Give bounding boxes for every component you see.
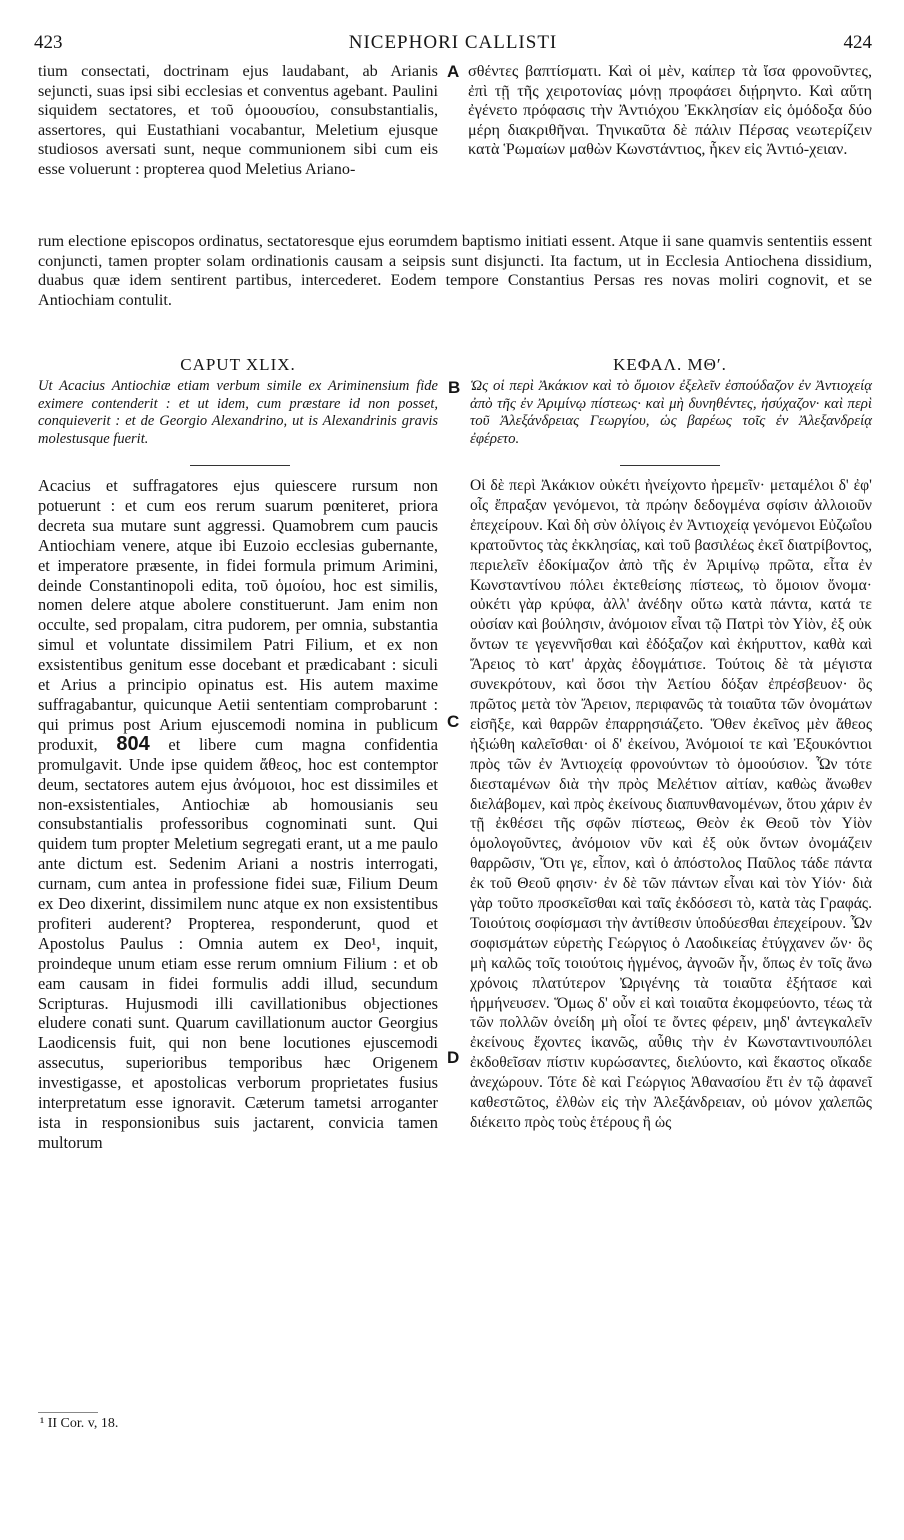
margin-letter-d: D [447,1048,460,1067]
footnote-rule [38,1412,98,1413]
summary-divider-left [190,465,290,466]
margin-letter-c: C [447,712,460,731]
page-number-right: 424 [843,32,872,53]
greek-body-column: Οἱ δὲ περὶ Ἀκάκιον οὐκέτι ἠνείχοντο ἠρεμεῖν· μεταμέλοι δ' ἐφ' οἷς ἔπραξαν γενόμενοι, τὰ πρώην δεδογμένα σφίσιν ἀλλοιοῦν ἐπεχείρουν. Καὶ δὴ σὺν ὀλίγοις ἐν Ἀντιοχείᾳ γενόμενοι Εὐζωΐου κρατοῦντος τὰς ἐκκλησίας, καὶ τοῦ βασιλέως ἐκεῖ διατρίβοντος, περιελεῖν ἐδοκίμαζον ἀπὸ τῆς ἐν Ἀριμίνῳ πρῶτα, εἶτα ἐν Κωνσταντίνου πόλει ἐκτεθείσης πίστεως, τὸ ὅμοιον ὄνομα· οὐκέτι γὰρ κρύφα, ἀλλ' ἀνέδην οὕτω κατὰ πάντα, κατά τε οὐσίαν καὶ βούλησιν, ἀνόμοιον εἶναι τῷ Πατρὶ τὸν Υἱὸν, ἐξ οὐκ ὄντων τε γεγεννῆσθαι καὶ ἐδόξαζον καὶ ἐκήρυττον, καθὰ καὶ Ἄρειος τὸ κατ' ἀρχὰς ἐδογμάτισε. Τούτοις δὲ τὰ μέγιστα συνεκρότουν, καὶ ὅσοι τὴν Ἀετίου δόξαν ἐπρέσβευον· ὃς πρῶτος μετὰ τὸν Ἄρειον, περιφανῶς τὰ τοιαῦτα τῶν ὀνομάτων εἰσῆξε, καὶ θαρρῶν ἐπαρρησιάζετο. Ὅθεν ἐκεῖνος μὲν ἄθεος ἠξιώθη καλεῖσθαι· οἱ δ' ἐκείνου, Ἀνόμοιοί τε καὶ Ἐξουκόντιοι πρὸς τῶν ἐν Ἀντιοχείᾳ φρονούντων τὸ ὁμοούσιον. Ὧν τότε διεσταμένων διὰ τὴν πρὸς Μελέτιον αἰτίαν, καθὼς ἄνωθεν διελάβομεν, καὶ πρὸς ἐκείνους διαπυνθανομένων, ὅτου χάριν ἐν τῇ ἐκθέσει τῆς σφῶν πίστεως, Θεὸν ἐκ Θεοῦ τὸν Υἱὸν ὁμολογοῦντες, ἀνόμοιον νῦν καὶ ἐξ οὐκ ὄντων ὀνομάζειν θαρρῶσιν, Ὅτι γε, εἶπον, καὶ ὁ ἀπόστολος Παῦλος τάδε πάντα ἐκ τοῦ Θεοῦ φησιν· ἐν δὲ τῶν πάντων εἶναι καὶ τὸν Υἱόν· διὰ γὰρ τοῦτο προσκεῖσθαι καὶ ταῖς ἐκδόσεσι τὸ, κατὰ τὰς Γραφάς. Τοιούτοις σοφίσμασι τὴν ἀντίθεσιν ὑποδύεσθαι ἐπεχείρουν. Ὧν σοφισμάτων εὑρετὴς Γεώργιος ὁ Λαοδικείας ἐτύγχανεν ὤν· ὃς μὴ καλῶς τοῖς τοιούτοις ἡγμένος, ἀγνοῶν ἦν, ὅπως ἐν τοῖς ἄνω χρόνοις πλατύτερον Ὠριγένης τὰ τοιαῦτα ἐξήτασε καὶ ἡρμήνευσεν. Ὅμως δ' οὖν εἰ καὶ τοιαῦτα ἐκομφεύοντο, τέως τὰ τῶν πολλῶν ὀνείδη μὴ οἷοί τε ὄντες φέρειν, μηδ' ἀντεγκαλεῖν ἐκείνους ἔχοντες ἱκανῶς, αὖθις τὴν ἐν Κωνσταντινουπόλει ἐκδοθεῖσαν πίστιν κυρώσαντες, διελύοντο, καὶ ἕκαστος οἴκαδε ἀνεχώρουν. Τότε δὲ καὶ Γεώργιος Ἀθανασίου ἔτι ἐν τῷ ἀφανεῖ καθεστῶτος, ἐλθὼν εἰς τὴν Ἀλεξάνδρειαν, οὐ μόνον χαλεπῶς διέκειτο πρὸς τοὺς ἑτέρους ἢ ὡς [470,477,872,1131]
latin-body-text-b: et libere cum magna confidentia promulgavit. Unde ipse quidem ἄθεος, hoc est contemptor deum, sectatores autem ejus ἀνόμοιοι, hoc est dissimiles et non-exsistentiales, Antiochiæ ab homousianis seu consubstantialis professoribus cognominati sunt. Qui quidem tum propter Meletium segregati erant, ut a me paulo ante dictum est. Sedenim Ariani a nostris interrogati, curnam, cum antea in professione fidei suæ, Filium Deum ex Deo dixerint, dissimilem nunc atque ex non exsistentibus profiteri auderent? Propterea, responderunt, quod et Apostolus Paulus : Omnia autem ex Deo¹, inquit, proindeque unum etiam esse rerum omnium Filium : et ob eam causam in fidei formulis addi illud, secundum Scripturas. Hujusmodi illi cavillationibus objectiones eludere conati sunt. Quarum cavillationum auctor Georgius Laodicensis fuit, qui non bene locutiones ejuscemodi assecutus, superioribus temporibus hæc Origenem investigasse, et apostolicas verborum proprietates fusius interpretatum esse ignoravit. Cæterum tametsi arroganter ista in responsionibus suis jactarent, convicia tamen multorum [38,734,438,1152]
chapter-summary-latin: Ut Acacius Antiochiæ etiam verbum simile ex Ariminensium fide eximere contenderit : et ut idem, cum præstare id non posset, conquieverit : et de Georgio Alexandrino, ut is Alexandrinis gravis molestusque fuerit. [38,378,438,447]
footnote: ¹ II Cor. v, 18. [40,1416,119,1431]
latin-full-width-paragraph: rum electione episcopos ordinatus, sectatoresque ejus eorumdem baptismo initiati essent. Atque ii sane quamvis sententiis essent conjuncti, tamen propter solam ordinationis causam a seipsis sunt disjuncti. Ita factum, ut in Ecclesia Antiochena dissidium, duabus quæ idem sentirent partibus, intercederet. Eodem tempore Constantius Persas res novas moliri cognovit, et se Antiochiam contulit. [38,232,872,309]
page-number-left: 423 [34,32,63,53]
chapter-heading-greek: ΚΕΦΑΛ. ΜΘʹ. [613,355,727,374]
column-number: 804 [116,732,150,755]
chapter-heading-latin: CAPUT XLIX. [180,355,296,374]
margin-letter-a: A [447,62,460,81]
greek-column-top: σθέντες βαπτίσματι. Καὶ οἱ μὲν, καίπερ τὰ ἴσα φρονοῦντες, ἐπὶ τῇ τῆς χειροτονίας μόνῃ προφάσει διῄρηντο. Καὶ αὕτη ἐγένετο πρόφασις τὴν Ἀντιόχου Ἐκκλησίαν εἰς ὁμόδοξα δύο μέρη διακριθῆναι. Τηνικαῦτα δὲ πάλιν Πέρσας νεωτερίζειν κατὰ Ῥωμαίων μαθὼν Κωνστάντιος, ἧκεν εἰς Ἀντιό-χειαν. [468,62,872,158]
latin-body-column [38,476,438,1153]
summary-divider-right [620,465,720,466]
running-header [30,32,876,60]
running-title: NICEPHORI CALLISTI [348,32,558,53]
latin-column-top: tium consectati, doctrinam ejus laudabant, ab Arianis sejuncti, suas ipsi sibi ecclesias et conventus agebant. Paulini siquidem sectatores, et τοῦ ὁμοουσίου, consubstantialis, assertores, qui Eustathiani vocabantur, Meletium ejusque studiosos aversati sunt, neque communionem sibi cum eis esse voluerunt : propterea quod Meletius Ariano- [38,62,438,178]
chapter-summary-greek: Ὡς οἱ περὶ Ἀκάκιον καὶ τὸ ὅμοιον ἐξελεῖν ἐσπούδαζον ἐν Ἀντιοχείᾳ ἀπὸ τῆς ἐν Ἀριμίνῳ πίστεως· καὶ μὴ δυνηθέντες, ἡσύχαζον· καὶ περὶ τοῦ Ἀλεξάνδρειας Γεωργίου, ὡς βαρέως τοῖς ἐν Ἀλεξανδρείᾳ ἐφέρετο. [470,378,872,447]
margin-letter-b: B [448,378,461,397]
latin-body-text-a: Acacius et suffragatores ejus quiescere rursum non potuerunt : et cum eos rerum suarum pœniteret, priora decreta sua mutare sunt aggressi. Quamobrem cum paucis Antiochiam venere, atque ibi Euzoio ecclesias gubernante, et imperatore præsente, in fidei formula primum Arimini, deinde Constantinopoli edita, τοῦ ὁμοίου, hoc est similis, nomen delere atque abolere constituerunt. Jam enim non occulte, sed propalam, citra pudorem, per omnia, substantia simul et voluntate dissimilem Patri Filium, et ex non exsistentibus genitum esse docebant et prædicabant : siculi et Arius a principio opinatus est. His autem maxime suffragabantur, quicunque Aetii sententiam comprobarunt : qui primus post Arium ejuscemodi nomina in publicum produxit, [38,476,438,754]
